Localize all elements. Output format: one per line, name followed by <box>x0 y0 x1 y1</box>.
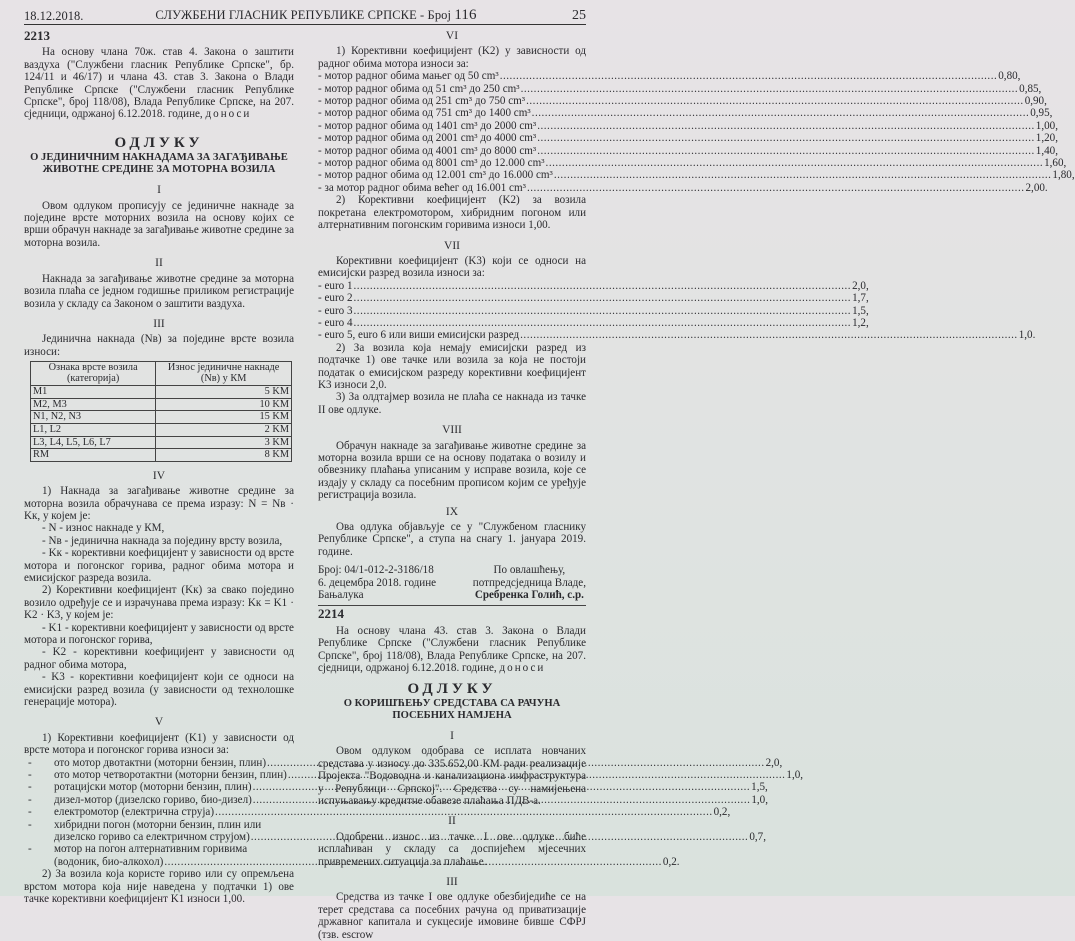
table-row <box>31 398 292 411</box>
leader-dots <box>500 70 998 82</box>
bullet-icon: - <box>28 769 32 782</box>
item-label: - мотор радног обима од 51 cm³ до 250 cm³ <box>318 82 520 95</box>
item-value: 1,20, <box>1035 132 1058 145</box>
category-cell: M2, M3 <box>31 398 156 411</box>
leader-dots <box>354 317 852 329</box>
section-text: 2) За возила која користе гориво или су опремљена врстом мотора која није наведена у подтачки 1) ове тачке корективни коефицијент K1 износи 1,00. <box>24 868 294 906</box>
section-text: 1) Корективни коефицијент (K2) у зависности од радног обима мотора износи за: <box>318 45 586 70</box>
emission-item <box>318 279 869 292</box>
table-row <box>31 436 292 449</box>
reference-number: Број: 04/1-012-2-3186/18 <box>318 564 434 577</box>
leader-dots <box>527 182 1025 194</box>
preamble-text: На основу члана 43. став 3. Закона о Влади Републике Српске ("Службени гласник Републике Српске", број 118/08), Влада Републике Српске, на 207. сједници, одржаној 6.12.2018. године, <box>318 624 586 675</box>
section-text: 2) За возила која немају емисијски разред из подтачке 1) ове тачке или возила за која не постоји податак о емисијском разреду корективни коефицијент K3 износи 2,0. <box>318 341 586 391</box>
section-text: Обрачун накнаде за загађивање животне средине за моторна возила врши се на основу података о возилу и обвезнику плаћања уписаним у исправе возила, које се издају у складу са посебним прописом којим се уређује регистрација возила. <box>318 439 586 502</box>
section-text: 1) Корективни коефицијент (K1) у зависности од врсте мотора и погонског горива износи за: <box>24 731 294 757</box>
coefficient-item <box>318 95 1047 108</box>
item-label: (водоник, био-алкохол) <box>54 855 164 868</box>
coefficient-item <box>24 781 768 794</box>
section-text: Овом одлуком одобрава се исплата новчаних средстава у износу до 335.652,00 КМ ради реализације Пројекта "Водоводна и канализациона инфраструктура у Републици Српској". Средства су намијењена испуњавању кредитне обавезе плаћања ПДВ-а. <box>318 745 586 807</box>
leader-dots <box>532 107 1030 119</box>
section-text: 3) За олдтајмер возила не плаћа се накнада из тачке II ове одлуке. <box>318 391 586 416</box>
section-heading: II <box>155 257 163 270</box>
item-label: - мотор радног обима од 8001 cm³ до 12.000 cm³ <box>318 157 545 170</box>
coefficient-item <box>318 107 1053 120</box>
category-cell: RM <box>31 449 156 462</box>
amount-cell: 8 KM <box>156 449 292 462</box>
preamble-text: На основу члана 70ж. став 4. Закона о заштити ваздуха ("Службени гласник Републике Српске", бр. 124/11 и 46/17) и члана 43. став 3. Закона о Влади Републике Српске ("Службени гласник Републике Српске", број 118/08), Влада Републике Српске, на 207. сједници, одржаној 6.12.2018. године, <box>24 46 294 121</box>
leader-dots <box>537 120 1035 132</box>
bullet-icon: - <box>28 756 32 769</box>
coefficient-item <box>318 181 1048 194</box>
item-value: 1,00, <box>1035 119 1058 132</box>
item-label: ото мотор двотактни (моторни бензин, плин) <box>54 756 267 769</box>
item-value: 0,90, <box>1024 95 1047 108</box>
bullet-icon: - <box>28 781 32 794</box>
item-value: 0,85, <box>1019 82 1042 95</box>
item-value: 1,5, <box>751 781 768 794</box>
definition-item: - N - износ накнаде у КМ, <box>42 522 165 535</box>
amount-cell: 15 KM <box>156 411 292 424</box>
section-heading: III <box>153 317 165 330</box>
definition-item: - K2 - корективни коефицијент у зависности од радног обима мотора, <box>24 646 294 671</box>
bullet-icon: - <box>28 818 32 831</box>
item-label: - мотор радног обима од 1401 cm³ до 2000 cm³ <box>318 119 537 132</box>
item-label: електромотор (електрична струја) <box>54 806 215 819</box>
header-gazette-title <box>86 7 546 24</box>
item-value: 0,2. <box>662 855 680 868</box>
definition-item: - K1 - корективни коефицијент у зависности од врсте мотора и погонског горива, <box>24 621 294 646</box>
table-row <box>31 386 292 399</box>
decision-title: ОДЛУКУ <box>407 680 497 697</box>
decision-subtitle-1: О КОРИШЋЕЊУ СРЕДСТАВА СА РАЧУНА <box>343 697 561 709</box>
coefficient-item <box>24 769 804 782</box>
column-header: Ознака врсте возила (категорија) <box>31 362 156 386</box>
item-value: 1,2, <box>852 316 869 329</box>
section-heading: V <box>154 716 164 729</box>
table-header-row <box>31 362 292 386</box>
fee-table <box>30 361 292 462</box>
leader-dots <box>354 280 852 292</box>
leader-dots <box>354 292 852 304</box>
item-value: 1,40, <box>1035 144 1058 157</box>
leader-dots <box>521 83 1019 95</box>
category-cell: M1 <box>31 386 156 399</box>
emission-item <box>318 316 869 329</box>
coefficient-item <box>318 169 1075 182</box>
item-value: 1,60, <box>1044 157 1067 170</box>
reference-place: Бањалука <box>318 589 364 602</box>
signatory-block <box>473 564 586 601</box>
coefficient-item <box>24 793 768 806</box>
section-text: Овом одлуком прописују се јединичне накнаде за поједине врсте моторних возила на основу којих се врши обрачун накнаде за загађивање животне средине за моторна возила. <box>24 199 294 249</box>
item-value: 1,80, <box>1052 169 1075 182</box>
section-heading: VIII <box>442 424 462 437</box>
item-value: 0,7, <box>749 831 766 844</box>
bullet-icon: - <box>28 806 32 819</box>
definition-item: - K3 - корективни коефицијент који се односи на емисијски разред возила (у зависности од технолошке генерације мотора). <box>24 671 294 708</box>
amount-cell: 3 KM <box>156 436 292 449</box>
leader-dots <box>537 132 1035 144</box>
item-label: - euro 2 <box>318 292 353 305</box>
section-heading: I <box>450 729 454 742</box>
column-header: Износ јединичне накнаде (Nв) у КМ <box>156 362 292 386</box>
decision-subtitle-2: ЖИВОТНЕ СРЕДИНЕ ЗА МОТОРНА ВОЗИЛА <box>42 164 276 176</box>
item-label: - мотор радног обима од 751 cm³ до 1400 cm³ <box>318 107 531 120</box>
preamble-verb: доноси <box>499 662 546 675</box>
item-value: 2,00. <box>1025 181 1048 194</box>
decision-title: ОДЛУКУ <box>114 134 204 151</box>
category-cell: N1, N2, N3 <box>31 411 156 424</box>
definition-item: - Kк - корективни коефицијент у зависности од врсте мотора и погонског горива, радног обима мотора и емисијског разреда возила. <box>24 547 294 584</box>
section-heading: III <box>446 875 458 888</box>
leader-dots <box>354 305 852 317</box>
section-text: 2) Корективни коефицијент (K2) за возила покретана електромотором, хибридним погоном или алтернативним погонским горивима износи 1,00. <box>318 194 586 232</box>
item-label: - euro 4 <box>318 316 353 329</box>
section-text: Накнада за загађивање животне средине за моторна возила плаћа се једном годишње приликом регистрације возила у складу са Законом о заштити ваздуха. <box>24 272 294 310</box>
item-label: дизел-мотор (дизелско гориво, био-дизел) <box>54 793 252 806</box>
item-label: - euro 3 <box>318 304 353 317</box>
section-heading: VII <box>444 239 460 252</box>
leader-dots <box>546 157 1044 169</box>
coefficient-item <box>318 119 1058 132</box>
section-heading: II <box>448 815 456 828</box>
item-label: дизелско гориво са електричном струјом) <box>54 831 250 844</box>
authorization: По овлашћењу, <box>493 564 566 577</box>
item-label-line: мотор на погон алтернативним горивима <box>54 843 248 856</box>
signatory-role: потпредсједница Владе, <box>472 576 586 589</box>
page-number: 25 <box>572 8 586 23</box>
amount-cell: 2 KM <box>156 423 292 436</box>
section-text: Корективни коефицијент (K3) који се односи на емисијски разред возила износи за: <box>318 254 586 280</box>
item-value: 0,95, <box>1030 107 1053 120</box>
coefficient-item <box>318 70 1021 83</box>
item-label: - euro 1 <box>318 279 353 292</box>
section-divider <box>318 605 586 606</box>
decision-subtitle-1: О ЈЕДИНИЧНИМ НАКНАДАМА ЗА ЗАГАЂИВАЊЕ <box>30 152 288 164</box>
coefficient-item <box>24 806 731 819</box>
issue-number: 116 <box>454 7 477 23</box>
amount-cell: 10 KM <box>156 398 292 411</box>
item-value: 1,0, <box>751 793 768 806</box>
bullet-icon: - <box>28 793 32 806</box>
coefficient-item <box>318 157 1067 170</box>
coefficient-item <box>318 144 1058 157</box>
section-text: 2) Корективни коефицијент (Kк) за свако поједино возило одређује се и израчунава према изразу: Kк = K1 · K2 · K3, у којем је: <box>24 584 294 622</box>
item-label: - мотор радног обима од 2001 cm³ до 4000 cm³ <box>318 132 537 145</box>
page-header <box>24 4 586 25</box>
leader-dots <box>526 95 1024 107</box>
emission-item <box>318 304 869 317</box>
section-heading: IV <box>152 469 166 482</box>
decision-subtitle-2: ПОСЕБНИХ НАМЈЕНА <box>392 709 512 721</box>
section-text: Средства из тачке I ове одлуке обезбиједиће се на терет средстава са посебних рачуна од приватизације државног капитала и сукцесије имовине бивше СФРЈ (тзв. escrow <box>318 891 586 941</box>
bullet-icon: - <box>28 843 32 856</box>
right-column <box>318 28 1075 941</box>
section-text: Одобрени износ из тачке I ове одлуке биће исплаћиван у складу са доспијећем мјесечних привремених ситуација за плаћање. <box>318 830 586 868</box>
item-value: 0,80, <box>998 70 1021 83</box>
emission-item <box>318 329 1036 342</box>
coefficient-item <box>318 82 1042 95</box>
item-value: 0,2, <box>713 806 731 819</box>
table-row <box>31 423 292 436</box>
coefficient-item <box>24 756 783 769</box>
section-text: Ова одлука објављује се у "Службеном гласнику Републике Српске", а ступа на снагу 1. јануара 2019. године. <box>318 521 586 558</box>
item-value: 1,7, <box>852 292 869 305</box>
table-row <box>31 449 292 462</box>
signatory-name: Сребренка Голић, с.р. <box>474 589 584 602</box>
item-label: - за мотор радног обима већег од 16.001 cm³ <box>318 181 526 194</box>
reference-date: 6. децембра 2018. године <box>318 576 437 589</box>
leader-dots <box>537 145 1035 157</box>
item-value: 1,0. <box>1018 329 1036 342</box>
emission-item <box>318 292 869 305</box>
item-label: ото мотор четворотактни (моторни бензин, плин) <box>54 769 287 782</box>
definition-item: - Nв - јединична накнада за поједину врсту возила, <box>42 534 283 547</box>
document-number: 2214 <box>318 606 344 622</box>
leader-dots <box>520 329 1018 341</box>
coefficient-item <box>318 132 1058 145</box>
item-value: 2,0, <box>765 756 783 769</box>
item-value: 1,5, <box>852 304 869 317</box>
item-label: - euro 5, euro 6 или виши емисијски разред <box>318 329 520 342</box>
category-cell: L3, L4, L5, L6, L7 <box>31 436 156 449</box>
item-label: - мотор радног обима мањег од 50 cm³ <box>318 70 499 83</box>
document-number: 2213 <box>24 28 50 43</box>
item-value: 2,0, <box>852 279 869 292</box>
gazette-name: СЛУЖБЕНИ ГЛАСНИК РЕПУБЛИКЕ СРПСКЕ - Број <box>155 8 452 22</box>
leader-dots <box>554 169 1052 181</box>
item-label: - мотор радног обима од 251 cm³ до 750 cm³ <box>318 95 526 108</box>
table-row <box>31 411 292 424</box>
item-value: 1,0, <box>786 769 804 782</box>
preamble <box>24 46 294 120</box>
category-cell: L1, L2 <box>31 423 156 436</box>
item-label: - мотор радног обима од 12.001 cm³ до 16.000 cm³ <box>318 169 553 182</box>
amount-cell: 5 KM <box>156 386 292 399</box>
section-text: 1) Накнада за загађивање животне средине за моторна возила обрачунава се према изразу: N = Nв · Kк, у којем је: <box>24 485 294 522</box>
section-heading: I <box>157 184 161 197</box>
signature-block <box>318 564 586 601</box>
reference-block <box>318 564 436 601</box>
item-label: - мотор радног обима од 4001 cm³ до 8000 cm³ <box>318 144 537 157</box>
section-text: Јединична накнада (Nв) за поједине врсте возила износи: <box>24 333 294 358</box>
preamble <box>318 625 586 675</box>
item-label: ротацијски мотор (моторни бензин, плин) <box>54 781 252 794</box>
preamble-verb: доноси <box>205 108 252 121</box>
item-label-line: хибридни погон (моторни бензин, плин или <box>54 818 262 831</box>
section-heading: VI <box>445 30 459 42</box>
section-heading: IX <box>445 505 459 518</box>
header-date: 18.12.2018. <box>24 9 84 23</box>
